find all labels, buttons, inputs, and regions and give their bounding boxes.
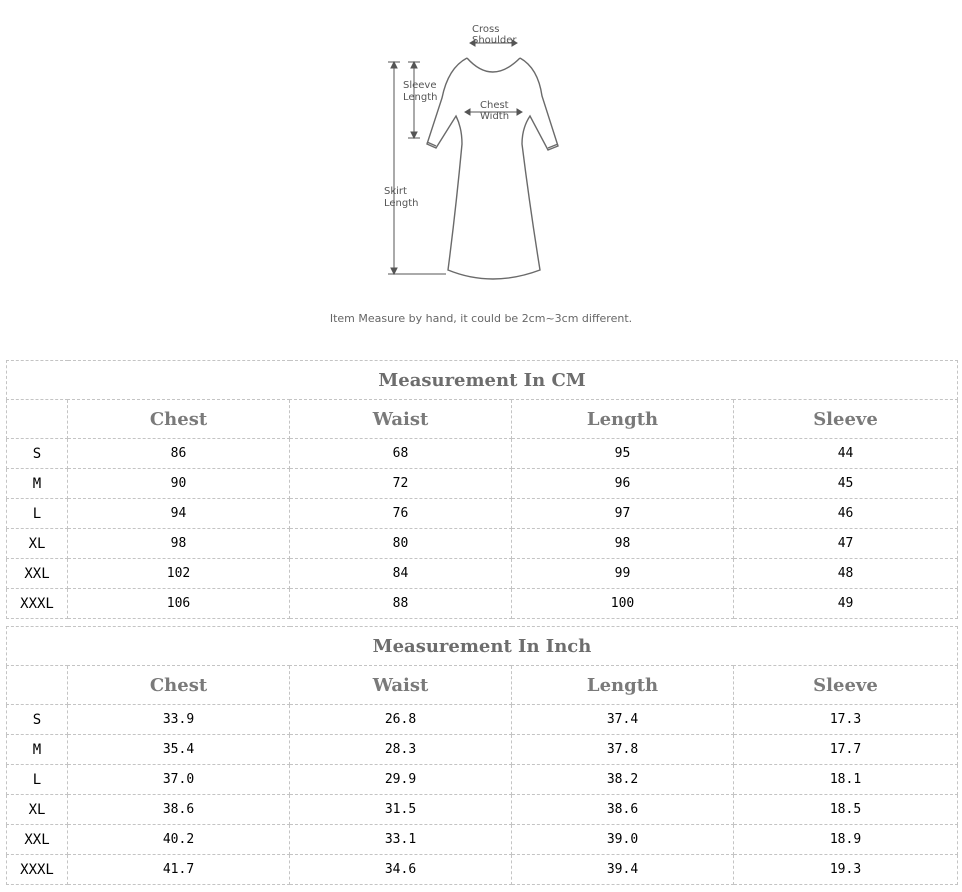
sleeve-length-label-2: Length bbox=[403, 92, 438, 103]
sleeve-length-label-1: Sleeve bbox=[403, 80, 437, 91]
value-cell: 17.3 bbox=[734, 705, 958, 735]
value-cell: 39.4 bbox=[512, 855, 734, 885]
table-row bbox=[7, 855, 958, 885]
table-title: Measurement In CM bbox=[7, 361, 958, 400]
table-row bbox=[7, 589, 958, 619]
header-cell: Length bbox=[512, 666, 734, 705]
value-cell: 18.5 bbox=[734, 795, 958, 825]
header-cell: Chest bbox=[68, 400, 290, 439]
value-cell: 44 bbox=[734, 439, 958, 469]
value-cell: 97 bbox=[512, 499, 734, 529]
size-cell: L bbox=[7, 499, 68, 529]
size-cell: XXL bbox=[7, 559, 68, 589]
size-cell: S bbox=[7, 705, 68, 735]
header-cell bbox=[7, 400, 68, 439]
table-row bbox=[7, 499, 958, 529]
value-cell: 37.4 bbox=[512, 705, 734, 735]
value-cell: 90 bbox=[68, 469, 290, 499]
value-cell: 41.7 bbox=[68, 855, 290, 885]
skirt-length-label-1: Skirt bbox=[384, 186, 407, 197]
size-cell: XL bbox=[7, 529, 68, 559]
value-cell: 18.1 bbox=[734, 765, 958, 795]
value-cell: 26.8 bbox=[290, 705, 512, 735]
value-cell: 38.6 bbox=[512, 795, 734, 825]
size-cell: M bbox=[7, 469, 68, 499]
value-cell: 18.9 bbox=[734, 825, 958, 855]
header-cell: Waist bbox=[290, 400, 512, 439]
table-row bbox=[7, 765, 958, 795]
size-cell: XXXL bbox=[7, 855, 68, 885]
header-cell: Sleeve bbox=[734, 666, 958, 705]
cross-shoulder-label-2: Shoulder bbox=[472, 35, 517, 46]
table-row bbox=[7, 439, 958, 469]
value-cell: 19.3 bbox=[734, 855, 958, 885]
size-cell: L bbox=[7, 765, 68, 795]
table-header-row bbox=[7, 400, 958, 439]
table-row bbox=[7, 735, 958, 765]
value-cell: 76 bbox=[290, 499, 512, 529]
dress-outline-icon bbox=[370, 18, 590, 293]
size-cell: S bbox=[7, 439, 68, 469]
table-title: Measurement In Inch bbox=[7, 627, 958, 666]
dress-measurement-diagram bbox=[370, 18, 590, 293]
value-cell: 86 bbox=[68, 439, 290, 469]
table-row bbox=[7, 705, 958, 735]
value-cell: 49 bbox=[734, 589, 958, 619]
chest-width-label-1: Chest bbox=[480, 100, 509, 111]
value-cell: 98 bbox=[512, 529, 734, 559]
size-cell: XXXL bbox=[7, 589, 68, 619]
header-cell: Sleeve bbox=[734, 400, 958, 439]
chest-width-label-2: Width bbox=[480, 111, 510, 122]
table-row bbox=[7, 795, 958, 825]
header-cell bbox=[7, 666, 68, 705]
value-cell: 106 bbox=[68, 589, 290, 619]
value-cell: 102 bbox=[68, 559, 290, 589]
header-cell: Waist bbox=[290, 666, 512, 705]
table-row bbox=[7, 825, 958, 855]
value-cell: 88 bbox=[290, 589, 512, 619]
value-cell: 34.6 bbox=[290, 855, 512, 885]
value-cell: 80 bbox=[290, 529, 512, 559]
size-table-cm bbox=[6, 360, 958, 619]
value-cell: 96 bbox=[512, 469, 734, 499]
value-cell: 40.2 bbox=[68, 825, 290, 855]
size-cell: XL bbox=[7, 795, 68, 825]
table-row bbox=[7, 469, 958, 499]
table-header-row bbox=[7, 666, 958, 705]
value-cell: 35.4 bbox=[68, 735, 290, 765]
value-cell: 17.7 bbox=[734, 735, 958, 765]
value-cell: 33.9 bbox=[68, 705, 290, 735]
value-cell: 46 bbox=[734, 499, 958, 529]
table-row bbox=[7, 529, 958, 559]
size-table-inch bbox=[6, 626, 958, 885]
value-cell: 29.9 bbox=[290, 765, 512, 795]
value-cell: 72 bbox=[290, 469, 512, 499]
value-cell: 38.2 bbox=[512, 765, 734, 795]
value-cell: 37.8 bbox=[512, 735, 734, 765]
size-cell: M bbox=[7, 735, 68, 765]
value-cell: 38.6 bbox=[68, 795, 290, 825]
value-cell: 39.0 bbox=[512, 825, 734, 855]
value-cell: 94 bbox=[68, 499, 290, 529]
value-cell: 28.3 bbox=[290, 735, 512, 765]
table-row bbox=[7, 559, 958, 589]
value-cell: 37.0 bbox=[68, 765, 290, 795]
skirt-length-label-2: Length bbox=[384, 198, 419, 209]
value-cell: 68 bbox=[290, 439, 512, 469]
value-cell: 100 bbox=[512, 589, 734, 619]
size-cell: XXL bbox=[7, 825, 68, 855]
value-cell: 84 bbox=[290, 559, 512, 589]
measurement-note: Item Measure by hand, it could be 2cm~3cm different. bbox=[329, 312, 633, 325]
value-cell: 48 bbox=[734, 559, 958, 589]
value-cell: 45 bbox=[734, 469, 958, 499]
value-cell: 99 bbox=[512, 559, 734, 589]
value-cell: 31.5 bbox=[290, 795, 512, 825]
value-cell: 33.1 bbox=[290, 825, 512, 855]
cross-shoulder-label-1: Cross bbox=[472, 24, 500, 35]
header-cell: Length bbox=[512, 400, 734, 439]
header-cell: Chest bbox=[68, 666, 290, 705]
value-cell: 98 bbox=[68, 529, 290, 559]
value-cell: 47 bbox=[734, 529, 958, 559]
value-cell: 95 bbox=[512, 439, 734, 469]
